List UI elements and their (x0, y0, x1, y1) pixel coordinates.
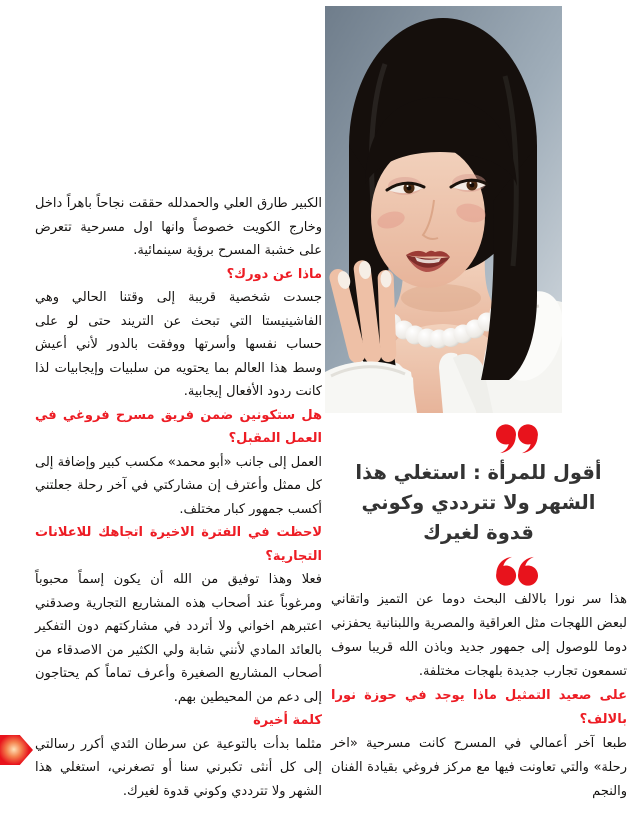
answer-paragraph: طبعا آخر أعمالي في المسرح كانت مسرحية «اخر رحلة» والتي تعاونت فيها مع مركز فروغي بقيادة الفنان والنجم (331, 736, 627, 799)
question-heading: هل ستكونين ضمن فريق مسرح فروغي في العمل المقبل؟ (35, 407, 322, 446)
page-marker-arrow-icon (0, 735, 33, 765)
question-heading: كلمة أخيرة (253, 713, 322, 728)
left-text-column (35, 192, 322, 803)
pull-quote-line: أقول للمرأة : استغلي هذا (355, 461, 602, 484)
quote-close-icon (496, 556, 538, 586)
quote-open-icon (496, 424, 538, 454)
answer-paragraph: العمل إلى جانب «أبو محمد» مكسب كبير وإضافة إلى كل ممثل وأعترف إن مشاركتي في آخر رحلة جعلتني أكسب جمهور كبار مختلف. (35, 454, 322, 517)
pull-quote-text (330, 458, 627, 548)
portrait-photo (325, 6, 562, 413)
question-heading: لاحظت في الفترة الاخيرة اتجاهك للاعلانات التجارية؟ (35, 525, 322, 564)
portrait-illustration (325, 6, 562, 413)
pull-quote-line: قدوة لغيرك (423, 521, 534, 544)
answer-paragraph: هذا سر نورا بالالف البحث دوما عن التميز واتقاني لبعض اللهجات مثل العراقية والمصرية واللبنانية يحفزني دوما للوصول إلى جمهور جديد وباذن الله قريبا سوف تسمعون تجارب جديدة بلهجات مختلفة. (331, 592, 627, 679)
answer-paragraph: الكبير طارق العلي والحمدلله حققت نجاحاً باهراً داخل وخارج الكويت خصوصاً وانها اول مسرحية تتعرض على خشبة المسرح برؤية سينمائية. (35, 196, 322, 258)
answer-paragraph: فعلا وهذا توفيق من الله أن يكون إسماً محبوباً ومرغوباً عند أصحاب هذه المشاريع التجارية وصدقني اعتبرهم اخواني ولا أتردد في مشاركتهم دون التفكير بالعائد المادي لأنني شابة ولي الكثير من الاصدقاء من أصحاب المشاريع الصغيرة وأعرف تماماً كم يحتاجون إلى دعم من المحيطين بهم. (35, 572, 322, 705)
right-text-column (331, 588, 627, 804)
pull-quote-line: الشهر ولا تترددي وكوني (361, 491, 596, 514)
answer-paragraph: مثلما بدأت بالتوعية عن سرطان الثدي أكرر رسالتي إلى كل أنثى تكبرني سنا أو تصغرني، استغلي هذا الشهر ولا تترددي وكوني قدوة لغيرك. (35, 736, 322, 799)
question-heading: على صعيد التمثيل ماذا يوجد في حوزة نورا بالالف؟ (331, 688, 627, 727)
pull-quote (330, 424, 627, 586)
question-heading: ماذا عن دورك؟ (226, 266, 322, 282)
answer-paragraph: جسدت شخصية قريبة إلى وقتنا الحالي وهي الفاشينيستا التي تبحث عن التريند حتى لو على حساب نفسها وأسرتها ووفقت بالدور لأني أعيش وسط هذا العالم بما يحتويه من سلبيات وإيجابيات لذا كانت ردود الأفعال إيجابية. (35, 290, 322, 399)
